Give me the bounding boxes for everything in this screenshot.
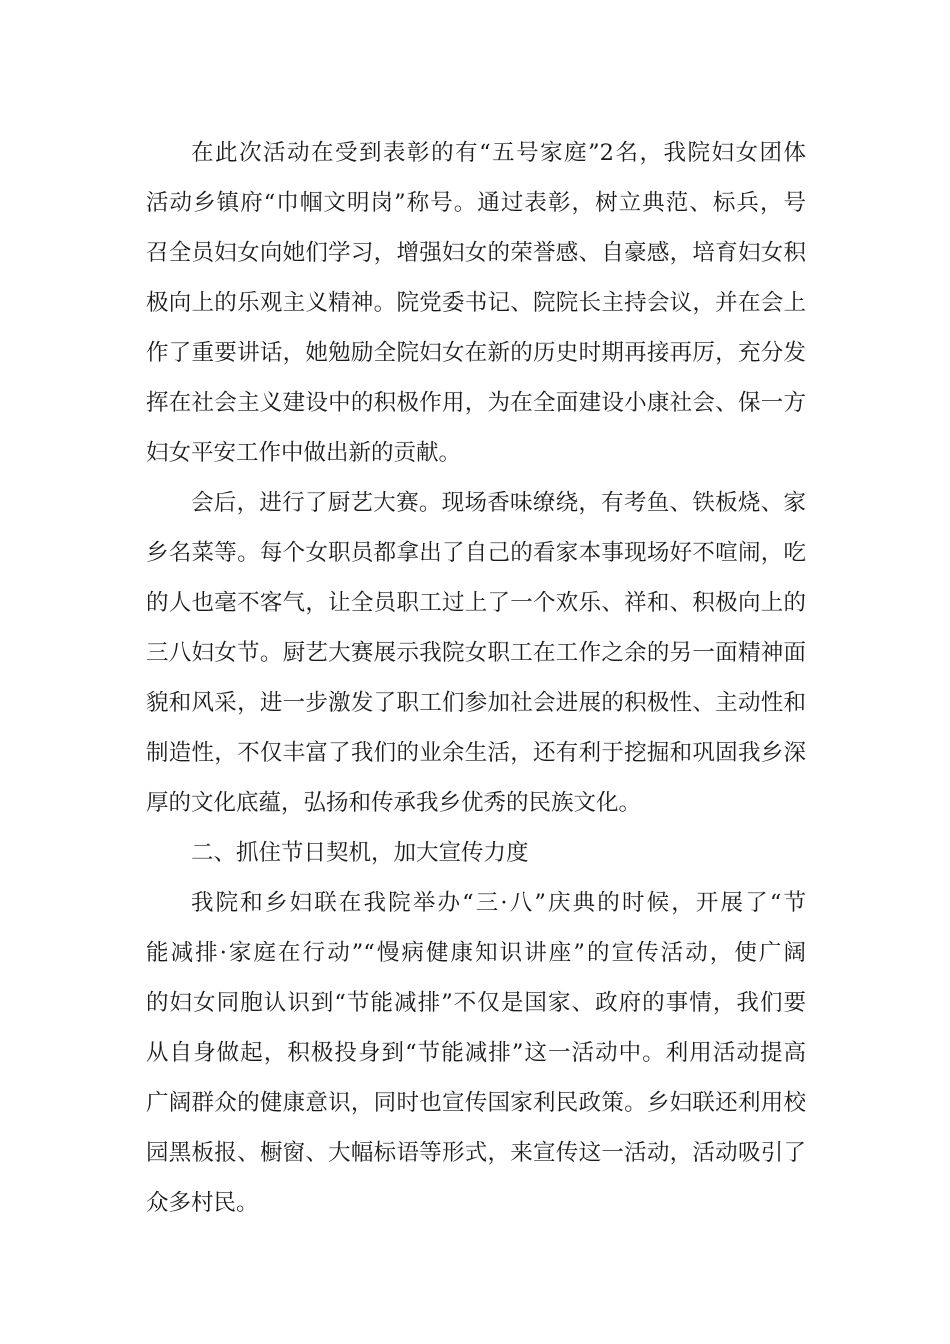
text-line: 能减排·家庭在行动”“慢病健康知识讲座”的宣传活动，使广阔 bbox=[146, 940, 806, 966]
text-line: 貌和风采，进一步激发了职工们参加社会进展的积极性、主动性和 bbox=[146, 690, 806, 716]
text-line: 制造性，不仅丰富了我们的业余生活，还有利于挖掘和巩固我乡深 bbox=[146, 740, 806, 766]
paragraph-commendation bbox=[146, 128, 806, 478]
text-line: 的妇女同胞认识到“节能减排”不仅是国家、政府的事情，我们要 bbox=[146, 990, 806, 1016]
text-line: 三八妇女节。厨艺大赛展示我院女职工在工作之余的另一面精神面 bbox=[146, 640, 806, 666]
heading-text: 二、抓住节日契机，加大宣传力度 bbox=[191, 840, 529, 866]
paragraph-cooking-contest bbox=[146, 478, 806, 828]
text-line: 活动乡镇府“巾帼文明岗”称号。通过表彰，树立典范、标兵，号 bbox=[146, 190, 806, 216]
text-line: 在此次活动在受到表彰的有“五号家庭”2名，我院妇女团体 bbox=[191, 140, 806, 166]
text-line: 极向上的乐观主义精神。院党委书记、院院长主持会议，并在会上 bbox=[146, 290, 806, 316]
text-line: 挥在社会主义建设中的积极作用，为在全面建设小康社会、保一方 bbox=[146, 390, 806, 416]
text-line: 妇女平安工作中做出新的贡献。 bbox=[146, 440, 462, 466]
text-line: 乡名菜等。每个女职员都拿出了自己的看家本事现场好不喧闹，吃 bbox=[146, 540, 806, 566]
text-line: 从自身做起，积极投身到“节能减排”这一活动中。利用活动提高 bbox=[146, 1040, 806, 1066]
text-line: 园黑板报、橱窗、大幅标语等形式，来宣传这一活动，活动吸引了 bbox=[146, 1140, 806, 1166]
text-line: 广阔群众的健康意识，同时也宣传国家利民政策。乡妇联还利用校 bbox=[146, 1090, 806, 1116]
section-heading bbox=[146, 828, 806, 878]
text-line: 众多村民。 bbox=[146, 1190, 259, 1216]
document-body bbox=[146, 128, 806, 1228]
text-line: 召全员妇女向她们学习，增强妇女的荣誉感、自豪感，培育妇女积 bbox=[146, 240, 806, 266]
text-line: 作了重要讲话，她勉励全院妇女在新的历史时期再接再厉，充分发 bbox=[146, 340, 806, 366]
text-line: 会后，进行了厨艺大赛。现场香味缭绕，有考鱼、铁板烧、家 bbox=[191, 490, 806, 516]
text-line: 我院和乡妇联在我院举办“三·八”庆典的时候，开展了“节 bbox=[191, 890, 806, 916]
paragraph-publicity bbox=[146, 878, 806, 1228]
text-line: 的人也毫不客气，让全员职工过上了一个欢乐、祥和、积极向上的 bbox=[146, 590, 806, 616]
text-line: 厚的文化底蕴，弘扬和传承我乡优秀的民族文化。 bbox=[146, 790, 642, 816]
